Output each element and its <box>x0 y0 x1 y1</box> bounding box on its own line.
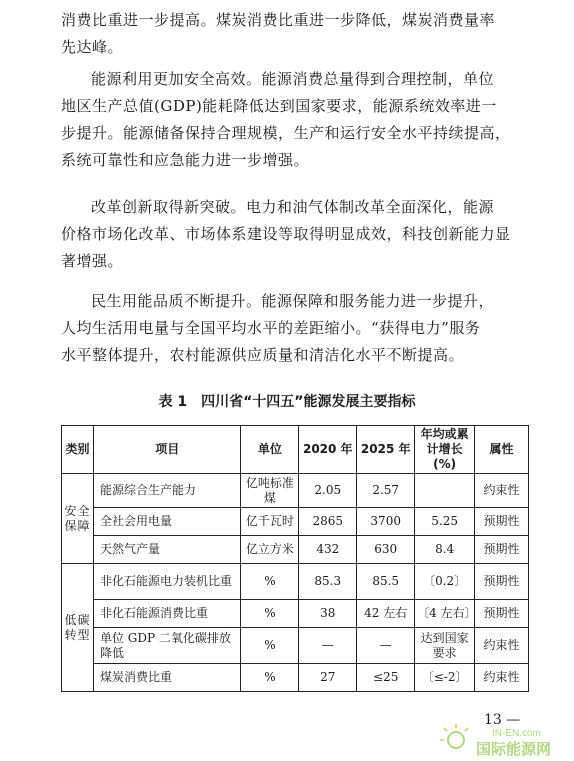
attribute-cell: 预期性 <box>475 536 529 564</box>
table-caption: 表 1 四川省“十四五”能源发展主要指标 <box>158 394 416 410</box>
attribute-cell: 预期性 <box>475 600 529 628</box>
watermark-logo <box>436 718 572 758</box>
attribute-cell: 预期性 <box>475 508 529 536</box>
value-2020-cell: 2.05 <box>299 474 357 508</box>
item-cell: 天然气产量 <box>93 536 241 564</box>
item-cell: 全社会用电量 <box>93 508 241 536</box>
item-cell: 非化石能源消费比重 <box>93 600 241 628</box>
unit-cell: 亿千瓦时 <box>241 508 299 536</box>
unit-cell: % <box>241 664 299 692</box>
unit-cell: % <box>241 564 299 600</box>
value-2025-cell: ≤25 <box>357 664 415 692</box>
paragraph-line: 改革创新取得新突破。电力和油气体制改革全面深化，能源 <box>91 198 495 216</box>
indicators-table <box>61 425 529 692</box>
paragraph-2 <box>61 66 531 174</box>
paragraph-line: 系统可靠性和应急能力进一步增强。 <box>61 151 310 169</box>
item-cell: 能源综合生产能力 <box>93 474 241 508</box>
growth-cell: 5.25 <box>415 508 475 536</box>
attribute-cell: 约束性 <box>475 628 529 664</box>
header-2020: 2020 年 <box>299 426 357 474</box>
growth-cell: 〔≤-2〕 <box>415 664 475 692</box>
value-2020-cell: 38 <box>299 600 357 628</box>
value-2020-cell: — <box>299 628 357 664</box>
attribute-cell: 约束性 <box>475 474 529 508</box>
growth-cell: 〔4 左右〕 <box>415 600 475 628</box>
item-cell: 非化石能源电力装机比重 <box>93 564 241 600</box>
paragraph-line: 步提升。能源储备保持合理规模，生产和运行安全水平持续提高， <box>61 124 511 142</box>
paragraph-line: 能源利用更加安全高效。能源消费总量得到合理控制，单位 <box>91 70 495 88</box>
value-2025-cell: — <box>357 628 415 664</box>
unit-cell: % <box>241 600 299 628</box>
paragraph-line: 人均生活用电量与全国平均水平的差距缩小。“获得电力”服务 <box>61 319 481 337</box>
table-row <box>62 474 529 508</box>
header-growth: 年均或累计增长(%) <box>415 426 475 474</box>
paragraph-line: 先达峰。 <box>61 38 124 56</box>
category-cell: 安全保障 <box>62 474 94 564</box>
value-2020-cell: 85.3 <box>299 564 357 600</box>
attribute-cell: 约束性 <box>475 664 529 692</box>
table-row <box>62 664 529 692</box>
table-row <box>62 628 529 664</box>
table-row <box>62 564 529 600</box>
table-row <box>62 508 529 536</box>
value-2020-cell: 2865 <box>299 508 357 536</box>
paragraph-line: 消费比重进一步提高。煤炭消费比重进一步降低，煤炭消费量率 <box>61 11 496 29</box>
table-row <box>62 600 529 628</box>
watermark-domain: IN-EN.com <box>492 728 541 739</box>
growth-cell: 〔0.2〕 <box>415 564 475 600</box>
header-2025: 2025 年 <box>357 426 415 474</box>
value-2020-cell: 27 <box>299 664 357 692</box>
header-attribute: 属性 <box>475 426 529 474</box>
header-category: 类别 <box>62 426 94 474</box>
page-number: 13 — <box>484 712 521 728</box>
paragraph-line: 水平整体提升，农村能源供应质量和清洁化水平不断提高。 <box>61 346 465 364</box>
header-item: 项目 <box>93 426 241 474</box>
unit-cell: 亿立方米 <box>241 536 299 564</box>
watermark-name: 国际能源网 <box>476 740 552 758</box>
paragraph-line: 地区生产总值(GDP)能耗降低达到国家要求，能源系统效率进一 <box>61 97 497 115</box>
header-unit: 单位 <box>241 426 299 474</box>
growth-cell <box>415 474 475 508</box>
table-row <box>62 536 529 564</box>
table-header-row <box>62 426 529 474</box>
unit-cell: % <box>241 628 299 664</box>
paragraph-4 <box>61 288 531 369</box>
growth-cell: 达到国家要求 <box>415 628 475 664</box>
paragraph-line: 民生用能品质不断提升。能源保障和服务能力进一步提升， <box>91 292 495 310</box>
value-2025-cell: 3700 <box>357 508 415 536</box>
paragraph-line: 著增强。 <box>61 252 124 270</box>
value-2025-cell: 85.5 <box>357 564 415 600</box>
sun-icon <box>440 724 468 748</box>
item-cell: 煤炭消费比重 <box>93 664 241 692</box>
value-2025-cell: 42 左右 <box>357 600 415 628</box>
category-cell: 低碳转型 <box>62 564 94 692</box>
paragraph-3 <box>61 194 531 275</box>
item-cell: 单位 GDP 二氧化碳排放降低 <box>93 628 241 664</box>
attribute-cell: 预期性 <box>475 564 529 600</box>
value-2025-cell: 2.57 <box>357 474 415 508</box>
growth-cell: 8.4 <box>415 536 475 564</box>
value-2020-cell: 432 <box>299 536 357 564</box>
paragraph-line: 价格市场化改革、市场体系建设等取得明显成效，科技创新能力显 <box>61 225 511 243</box>
paragraph-1 <box>61 7 531 61</box>
unit-cell: 亿吨标准煤 <box>241 474 299 508</box>
value-2025-cell: 630 <box>357 536 415 564</box>
